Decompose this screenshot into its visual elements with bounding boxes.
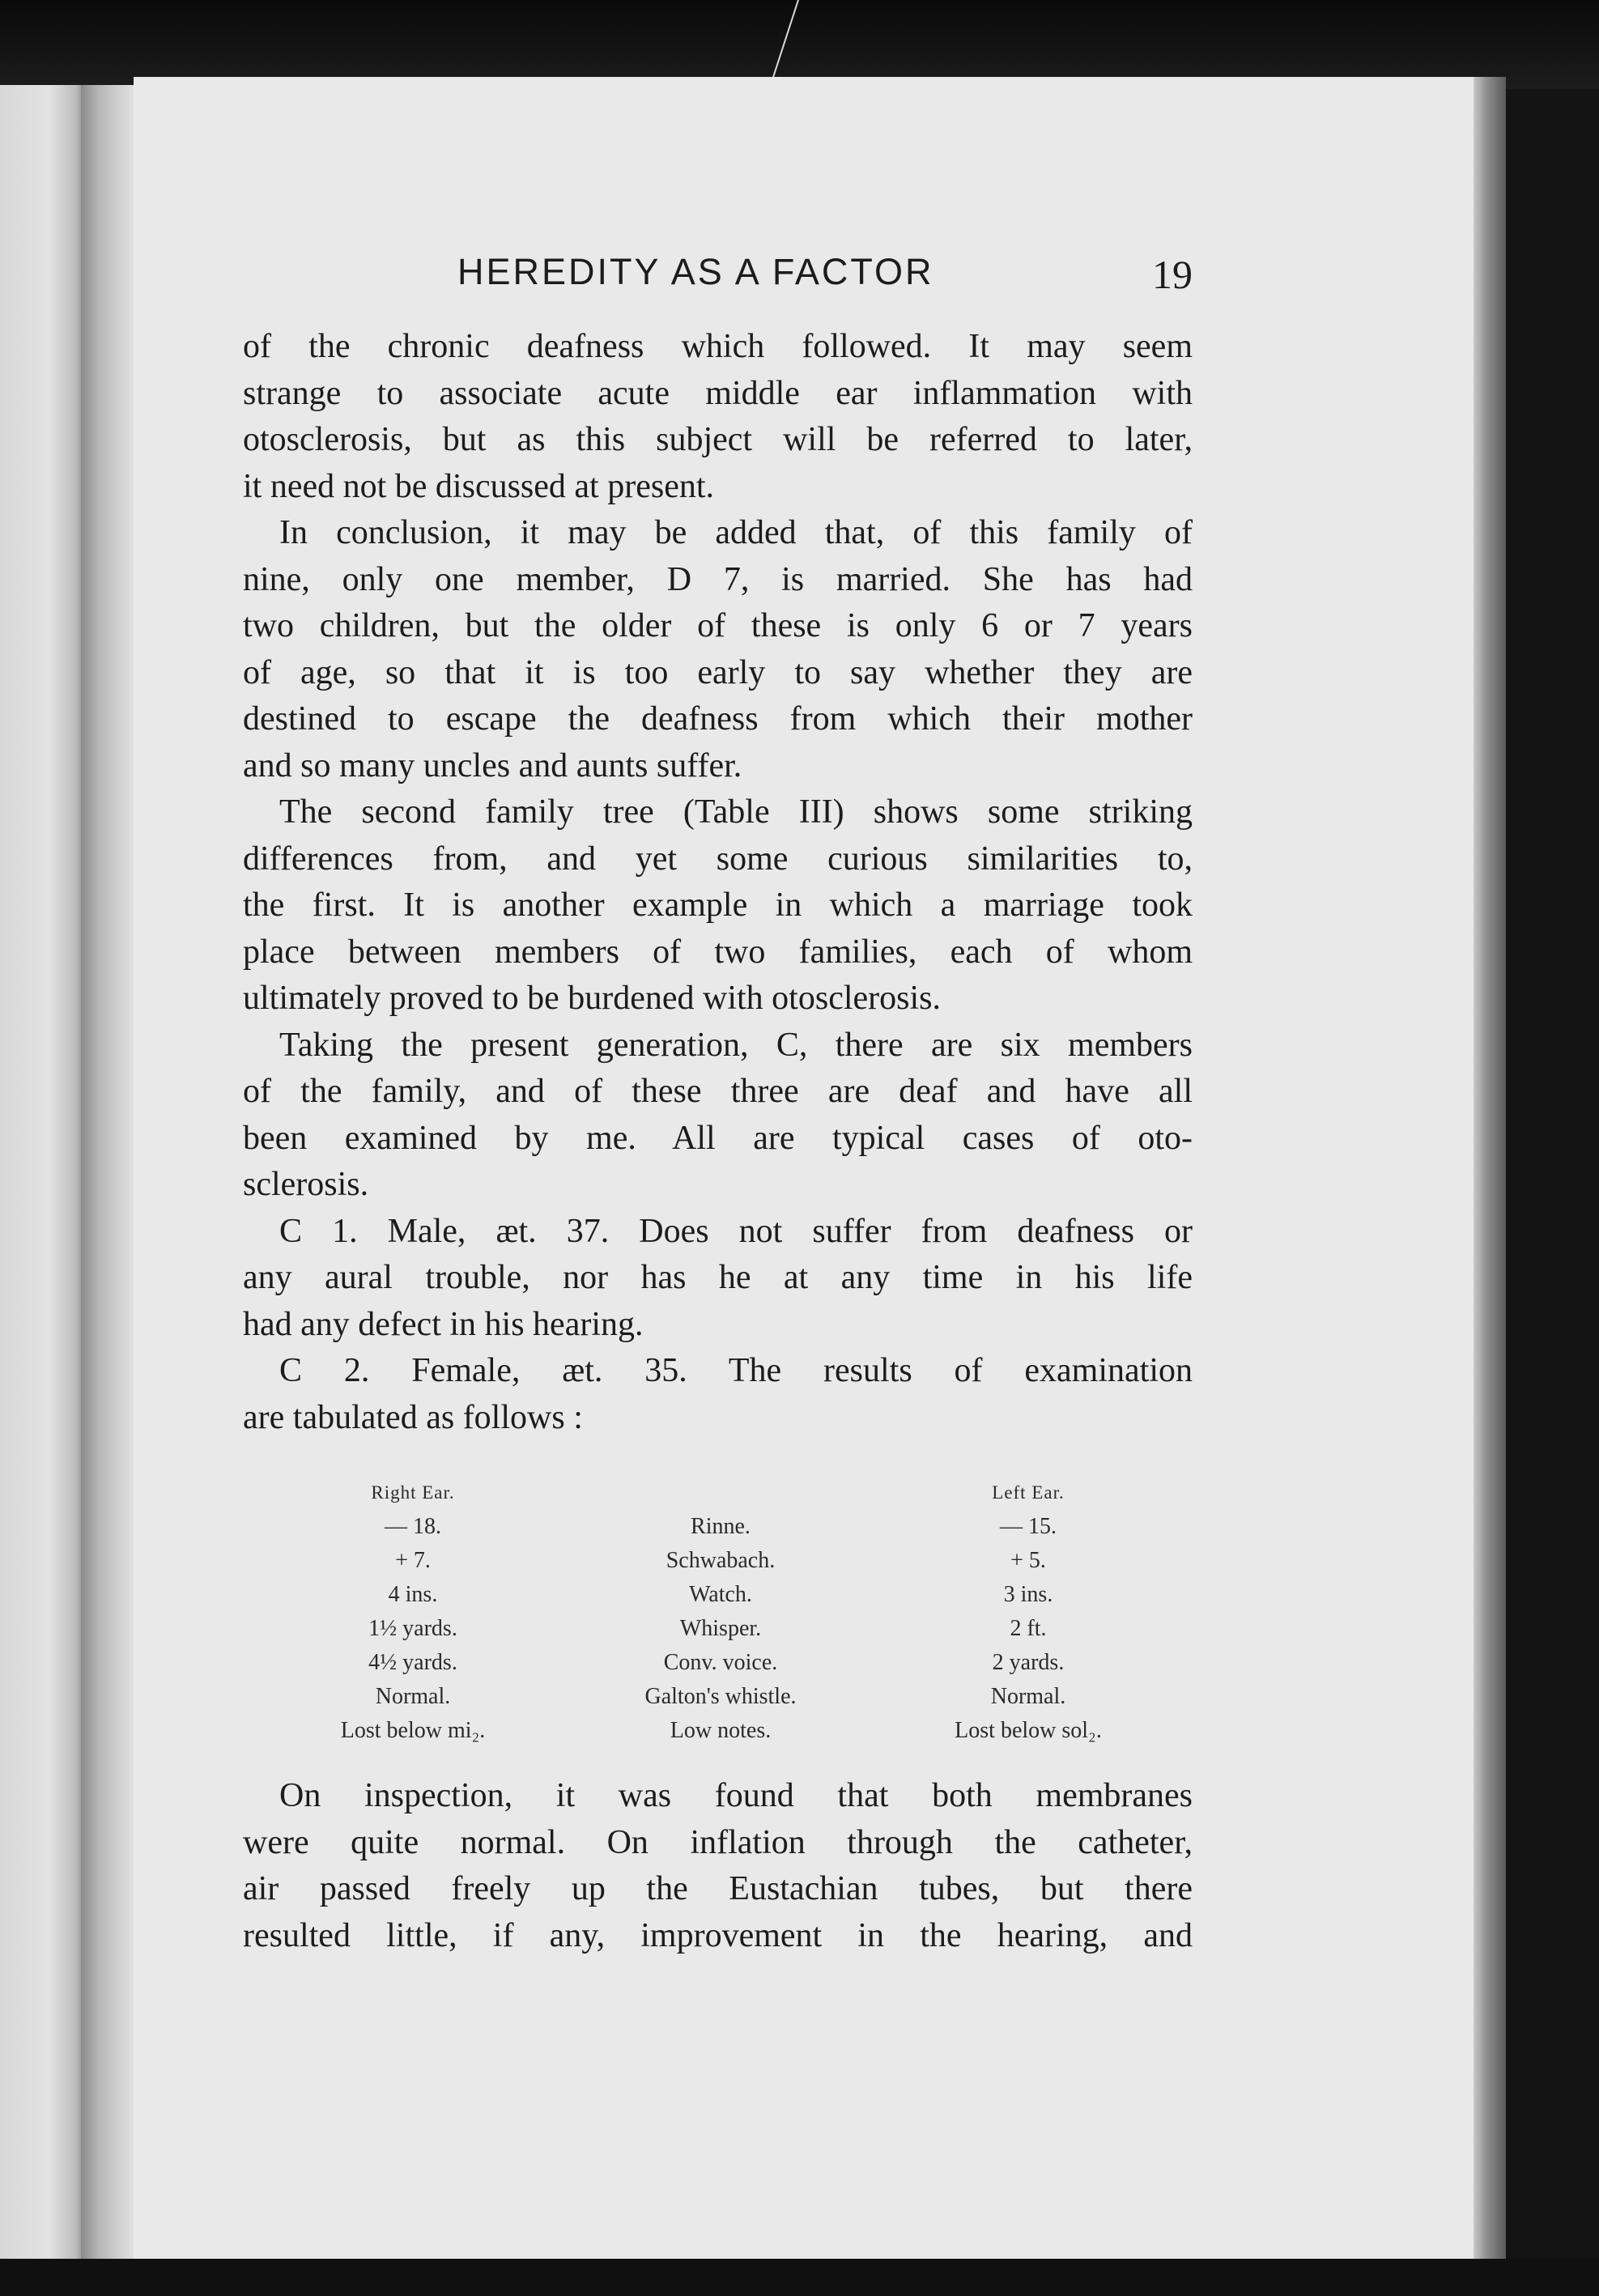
test-name: Low notes. <box>670 1718 772 1743</box>
hearing-test-table <box>291 1476 1150 1748</box>
test-name: Watch. <box>689 1582 752 1607</box>
right-ear-value: 4½ yards. <box>368 1650 457 1675</box>
right-ear-value: + 7. <box>395 1548 431 1573</box>
text-line: ultimately proved to be burdened with otosclerosis. <box>243 980 941 1017</box>
text-line: Taking the present generation, C, there are six members <box>279 1026 1193 1064</box>
text-line: resulted little, if any, improvement in the hearing, and <box>243 1916 1193 1954</box>
test-header-spacer <box>534 1476 907 1510</box>
book-gutter <box>81 85 138 2263</box>
scan-top-background <box>0 0 1599 89</box>
text-line: C 1. Male, æt. 37. Does not suffer from deafness or <box>279 1212 1193 1250</box>
text-line: sclerosis. <box>243 1166 369 1203</box>
table-row <box>291 1578 1150 1612</box>
table-row <box>291 1544 1150 1578</box>
right-ear-value: 4 ins. <box>388 1582 438 1607</box>
right-ear-value: 1½ yards. <box>368 1616 457 1641</box>
left-ear-value: — 15. <box>1000 1514 1057 1539</box>
table-row <box>291 1510 1150 1544</box>
text-line: destined to escape the deafness from which their mother <box>243 700 1193 738</box>
paragraph <box>243 1348 1193 1441</box>
text-line: C 2. Female, æt. 35. The results of examination <box>279 1352 1193 1389</box>
text-line: been examined by me. All are typical cases of oto- <box>243 1119 1193 1157</box>
text-line: any aural trouble, nor has he at any time in his life <box>243 1259 1193 1296</box>
table-header-row <box>291 1476 1150 1510</box>
text-line: differences from, and yet some curious similarities to, <box>243 840 1193 878</box>
text-line: of age, so that it is too early to say whether they are <box>243 653 1193 691</box>
running-head <box>243 251 1193 300</box>
paragraph <box>243 1023 1193 1209</box>
paragraph <box>243 324 1193 510</box>
text-line: of the family, and of these three are deaf and have all <box>243 1073 1193 1110</box>
test-name: Whisper. <box>679 1616 762 1641</box>
running-head-title: HEREDITY AS A FACTOR <box>457 251 934 292</box>
text-line: it need not be discussed at present. <box>243 467 715 505</box>
text-line: otosclerosis, but as this subject will be referred to later, <box>243 421 1193 458</box>
text-line: strange to associate acute middle ear inflammation with <box>243 374 1193 412</box>
paragraph <box>243 510 1193 789</box>
right-ear-header: Right Ear. <box>371 1482 455 1503</box>
test-name: Conv. voice. <box>663 1650 778 1675</box>
left-ear-header: Left Ear. <box>992 1482 1065 1503</box>
page-edge-shadow <box>1474 77 1506 2259</box>
text-line: In conclusion, it may be added that, of this family of <box>279 514 1193 551</box>
left-ear-value: Lost below sol₂. <box>955 1718 1102 1743</box>
paragraph <box>243 789 1193 1023</box>
text-line: and so many uncles and aunts suffer. <box>243 746 742 784</box>
text-line: On inspection, it was found that both membranes <box>279 1777 1193 1814</box>
right-ear-value: Normal. <box>375 1684 451 1709</box>
right-ear-value: Lost below mi₂. <box>340 1718 486 1743</box>
body-text <box>243 324 1193 1441</box>
right-ear-value: — 18. <box>385 1514 441 1539</box>
text-line: place between members of two families, each of whom <box>243 933 1193 971</box>
text-line: of the chronic deafness which followed. It may seem <box>243 328 1193 365</box>
paragraph <box>243 1773 1193 1959</box>
text-line: had any defect in his hearing. <box>243 1305 644 1343</box>
page-number: 19 <box>1152 252 1193 297</box>
table-row <box>291 1646 1150 1680</box>
text-line: the first. It is another example in which a marriage took <box>243 887 1193 924</box>
scan-bottom-background <box>0 2259 1599 2296</box>
left-ear-value: Normal. <box>990 1684 1066 1709</box>
test-name: Schwabach. <box>666 1548 776 1573</box>
facing-page-edge <box>0 85 89 2263</box>
text-line: The second family tree (Table III) shows some striking <box>279 793 1193 831</box>
text-line: were quite normal. On inflation through the catheter, <box>243 1823 1193 1861</box>
left-ear-value: 2 yards. <box>992 1650 1065 1675</box>
text-line: are tabulated as follows : <box>243 1398 583 1436</box>
table-row <box>291 1612 1150 1646</box>
test-name: Galton's whistle. <box>644 1684 797 1709</box>
left-ear-value: 3 ins. <box>1003 1582 1053 1607</box>
left-ear-value: 2 ft. <box>1010 1616 1047 1641</box>
table-row <box>291 1714 1150 1748</box>
closing-paragraph <box>243 1773 1193 1959</box>
text-line: air passed freely up the Eustachian tubes, but there <box>243 1870 1193 1907</box>
table-row <box>291 1680 1150 1714</box>
text-line: nine, only one member, D 7, is married. She has had <box>243 560 1193 598</box>
left-ear-value: + 5. <box>1010 1548 1046 1573</box>
text-line: two children, but the older of these is only 6 or 7 years <box>243 607 1193 644</box>
test-name: Rinne. <box>691 1514 751 1539</box>
paragraph <box>243 1209 1193 1349</box>
